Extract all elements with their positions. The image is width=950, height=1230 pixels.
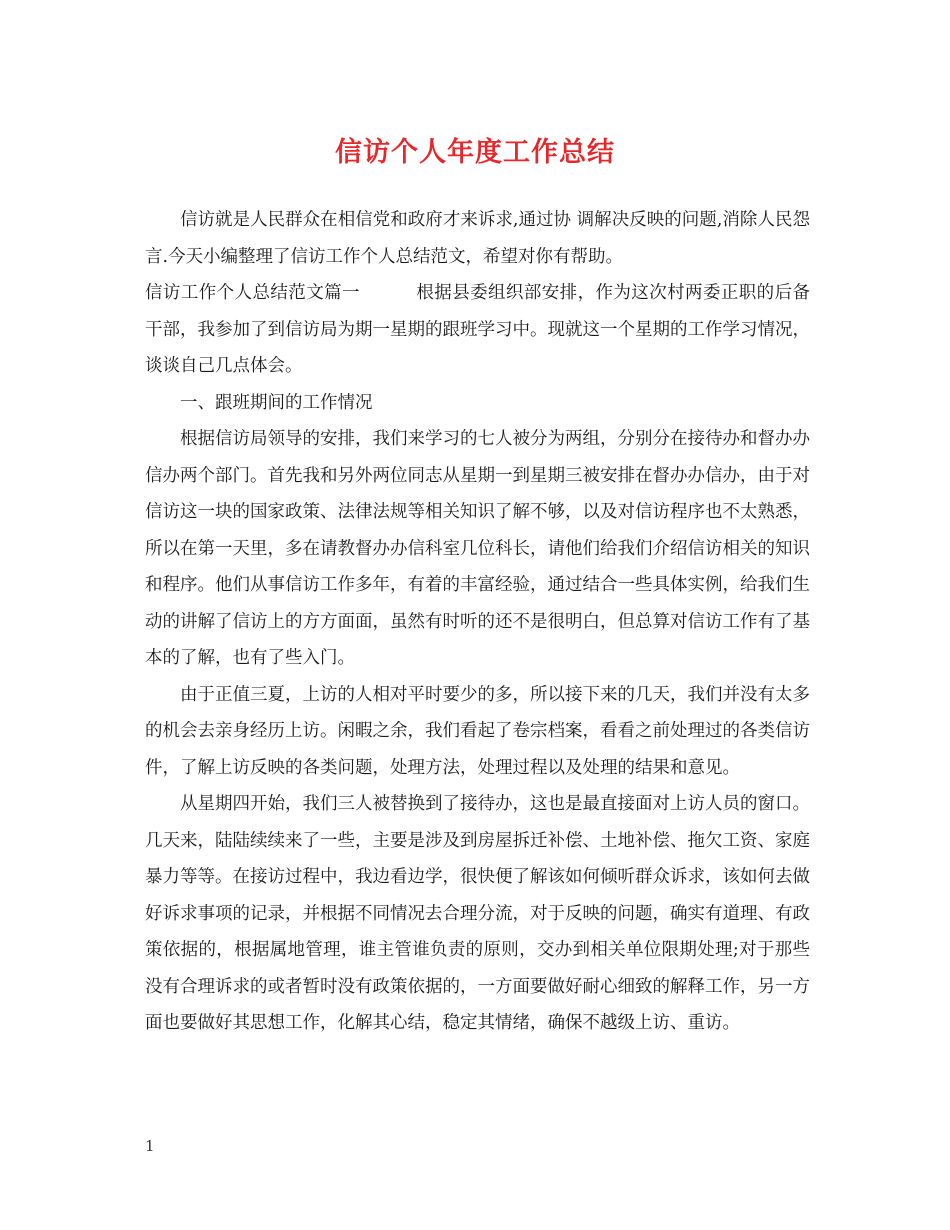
section-first-paragraph: 根据县委组织部安排，作为这次村两委正职的后备干部，我参加了到信访局为期一星期的跟班学习中。现就这一个星期的工作学习情况，谈谈自己几点体会。: [145, 283, 811, 376]
document-title: 信访个人年度工作总结: [335, 137, 615, 168]
page-number: 1: [145, 1137, 155, 1155]
section-title: 信访工作个人总结范文篇一: [145, 283, 360, 303]
intro-paragraph: 信访就是人民群众在相信党和政府才来诉求,通过协 调解决反映的问题,消除人民怨言.今天小编整理了信访工作个人总结范文，希望对你有帮助。: [145, 210, 810, 267]
paragraph-1: 根据信访局领导的安排，我们来学习的七人被分为两组，分别分在接待办和督办办信办两个部门。首先我和另外两位同志从星期一到星期三被安排在督办办信办，由于对信访这一块的国家政策、法律法规等相关知识了解不够，以及对信访程序也不太熟悉，所以在第一天里，多在请教督办办信科室几位科长，请他们给我们介绍信访相关的知识和程序。他们从事信访工作多年，有着的丰富经验，通过结合一些具体实例，给我们生动的讲解了信访上的方方面面，虽然有时听的还不是很明白，但总算对信访工作有了基本的了解，也有了些入门。: [145, 429, 810, 668]
document-body: [145, 202, 810, 1042]
paragraph-3: 从星期四开始，我们三人被替换到了接待办，这也是最直接面对上访人员的窗口。几天来，陆陆续续来了一些，主要是涉及到房屋拆迁补偿、土地补偿、拖欠工资、家庭暴力等等。在接访过程中，我边看边学，很快便了解该如何倾听群众诉求，该如何去做好诉求事项的记录，并根据不同情况去合理分流，对于反映的问题，确实有道理、有政策依据的，根据属地管理，谁主管谁负责的原则，交办到相关单位限期处理;对于那些没有合理诉求的或者暂时没有政策依据的，一方面要做好耐心细致的解释工作，另一方面也要做好其思想工作，化解其心结，稳定其情绪，确保不越级上访、重访。: [145, 794, 810, 1033]
section-paragraph: [145, 275, 810, 385]
heading-work-situation: 一、跟班期间的工作情况: [180, 392, 373, 413]
paragraph-2: 由于正值三夏，上访的人相对平时要少的多，所以接下来的几天，我们并没有太多的机会去亲身经历上访。闲暇之余，我们看起了卷宗档案，看看之前处理过的各类信访件，了解上访反映的各类问题，处理方法，处理过程以及处理的结果和意见。: [145, 684, 810, 778]
